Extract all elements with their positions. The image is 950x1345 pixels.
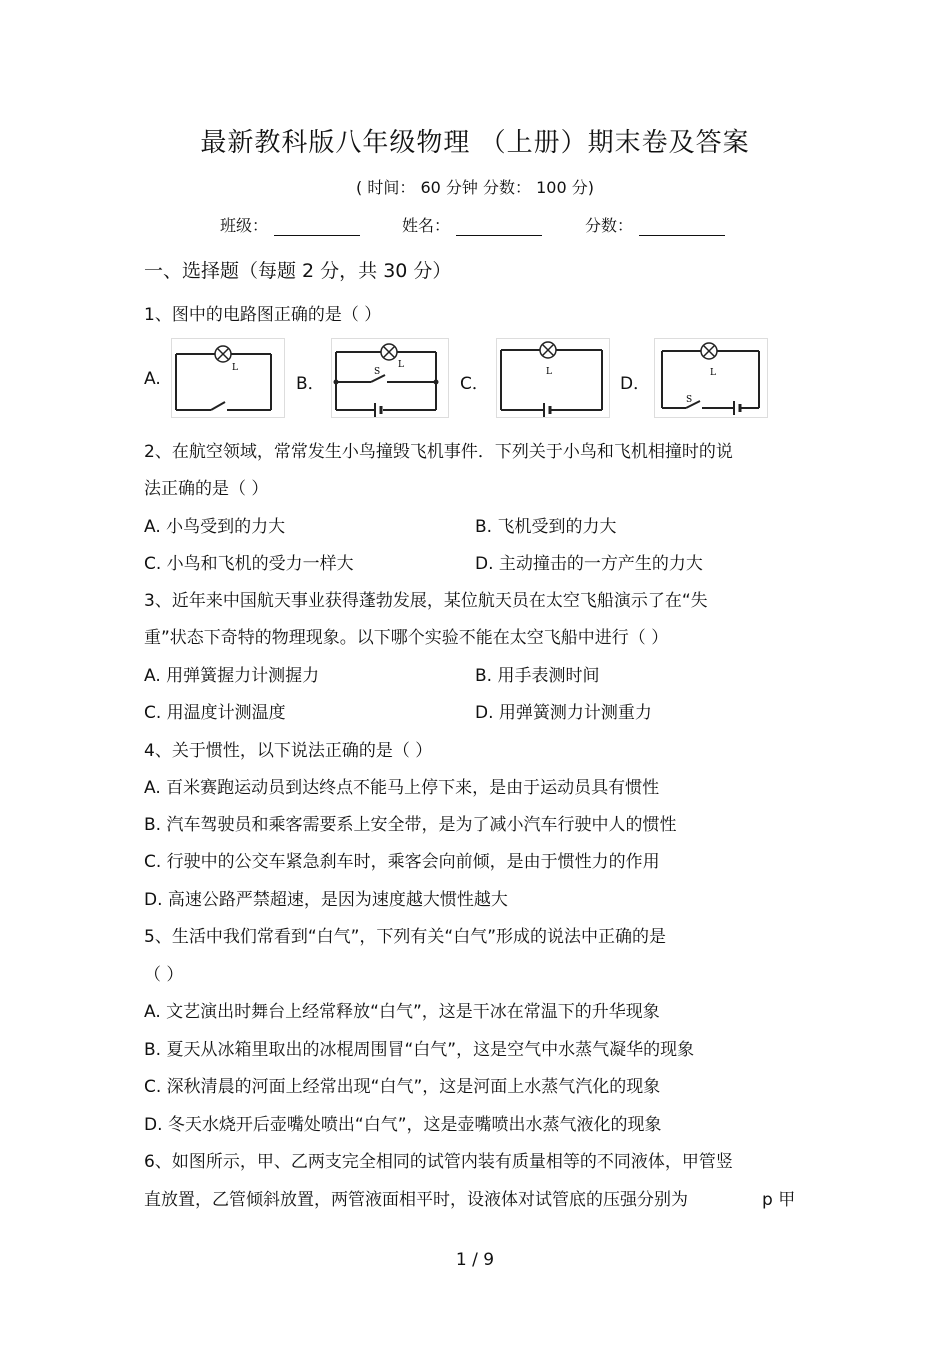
name-field	[402, 213, 542, 236]
class-label: 班级：	[220, 216, 269, 235]
lamp-label: L	[232, 363, 238, 373]
q1-label-c: C．	[460, 374, 489, 394]
lamp-label: L	[546, 367, 552, 377]
q1-stem: 1、图中的电路图正确的是（ ）	[144, 305, 382, 325]
name-label: 姓名：	[402, 216, 451, 235]
q2-option-d: D. 主动撞击的一方产生的力大	[475, 554, 703, 574]
q1-label-b: B．	[296, 374, 325, 394]
q2-line2: 法正确的是（ ）	[144, 479, 269, 499]
q2-option-c: C. 小鸟和飞机的受力一样大	[144, 554, 354, 574]
q6-line1: 6、如图所示，甲、乙两支完全相同的试管内装有质量相等的不同液体，甲管竖	[144, 1152, 733, 1172]
lamp-icon	[215, 346, 231, 362]
score-blank[interactable]	[639, 217, 725, 236]
q5-option-c: C. 深秋清晨的河面上经常出现“白气”，这是河面上水蒸气汽化的现象	[144, 1077, 661, 1097]
q4-option-b: B. 汽车驾驶员和乘客需要系上安全带，是为了减小汽车行驶中人的惯性	[144, 815, 677, 835]
lamp-icon	[701, 343, 717, 359]
score-label: 分数：	[585, 216, 634, 235]
lamp-label: L	[710, 368, 716, 378]
q1-label-a: A.	[144, 369, 161, 389]
q3-option-c: C. 用温度计测温度	[144, 703, 286, 723]
circuit-diagram-b	[331, 338, 449, 418]
q3-option-d: D. 用弹簧测力计测重力	[475, 703, 652, 723]
switch-label: S	[374, 367, 381, 377]
exam-time-score: ( 时间： 60 分钟 分数： 100 分)	[356, 178, 594, 197]
page-number: 1 / 9	[455, 1250, 495, 1270]
score-field	[585, 213, 725, 236]
q2-line1: 2、在航空领域，常常发生小鸟撞毁飞机事件．下列关于小鸟和飞机相撞时的说	[144, 442, 733, 462]
q2-option-a: A. 小鸟受到的力大	[144, 517, 286, 537]
q4-option-d: D. 高速公路严禁超速，是因为速度越大惯性越大	[144, 890, 508, 910]
q6-line2: 直放置，乙管倾斜放置，两管液面相平时，设液体对试管底的压强分别为	[144, 1190, 688, 1210]
q4-line1: 4、关于惯性，以下说法正确的是（ ）	[144, 741, 433, 761]
q5-line1: 5、生活中我们常看到“白气”，下列有关“白气”形成的说法中正确的是	[144, 927, 667, 947]
lamp-icon	[540, 342, 556, 358]
q2-option-b: B. 飞机受到的力大	[475, 517, 617, 537]
page-title: 最新教科版八年级物理 （上册）期末卷及答案	[200, 128, 750, 158]
q3-line2: 重”状态下奇特的物理现象。以下哪个实验不能在太空飞船中进行（ ）	[144, 628, 669, 648]
q5-option-d: D. 冬天水烧开后壶嘴处喷出“白气”，这是壶嘴喷出水蒸气液化的现象	[144, 1115, 662, 1135]
q5-option-a: A. 文艺演出时舞台上经常释放“白气”，这是干冰在常温下的升华现象	[144, 1002, 660, 1022]
q1-label-d: D．	[620, 374, 651, 394]
lamp-icon	[381, 344, 397, 360]
q3-option-b: B. 用手表测时间	[475, 666, 600, 686]
class-field	[220, 213, 360, 236]
name-blank[interactable]	[456, 217, 542, 236]
q4-option-a: A. 百米赛跑运动员到达终点不能马上停下来，是由于运动员具有惯性	[144, 778, 660, 798]
circuit-diagram-c	[496, 338, 610, 418]
q5-line2: （ ）	[144, 965, 184, 985]
q5-option-b: B. 夏天从冰箱里取出的冰棍周围冒“白气”，这是空气中水蒸气凝华的现象	[144, 1040, 695, 1060]
section-heading: 一、选择题（每题 2 分，共 30 分）	[144, 260, 452, 282]
q3-option-a: A. 用弹簧握力计测握力	[144, 666, 320, 686]
class-blank[interactable]	[274, 217, 360, 236]
q6-line2-tail: p 甲	[762, 1190, 796, 1210]
circuit-diagram-d	[654, 338, 768, 418]
q3-line1: 3、近年来中国航天事业获得蓬勃发展，某位航天员在太空飞船演示了在“失	[144, 591, 708, 611]
q4-option-c: C. 行驶中的公交车紧急刹车时，乘客会向前倾，是由于惯性力的作用	[144, 852, 660, 872]
lamp-label: L	[398, 360, 404, 370]
circuit-diagram-a	[171, 338, 285, 418]
switch-label: S	[686, 395, 693, 405]
